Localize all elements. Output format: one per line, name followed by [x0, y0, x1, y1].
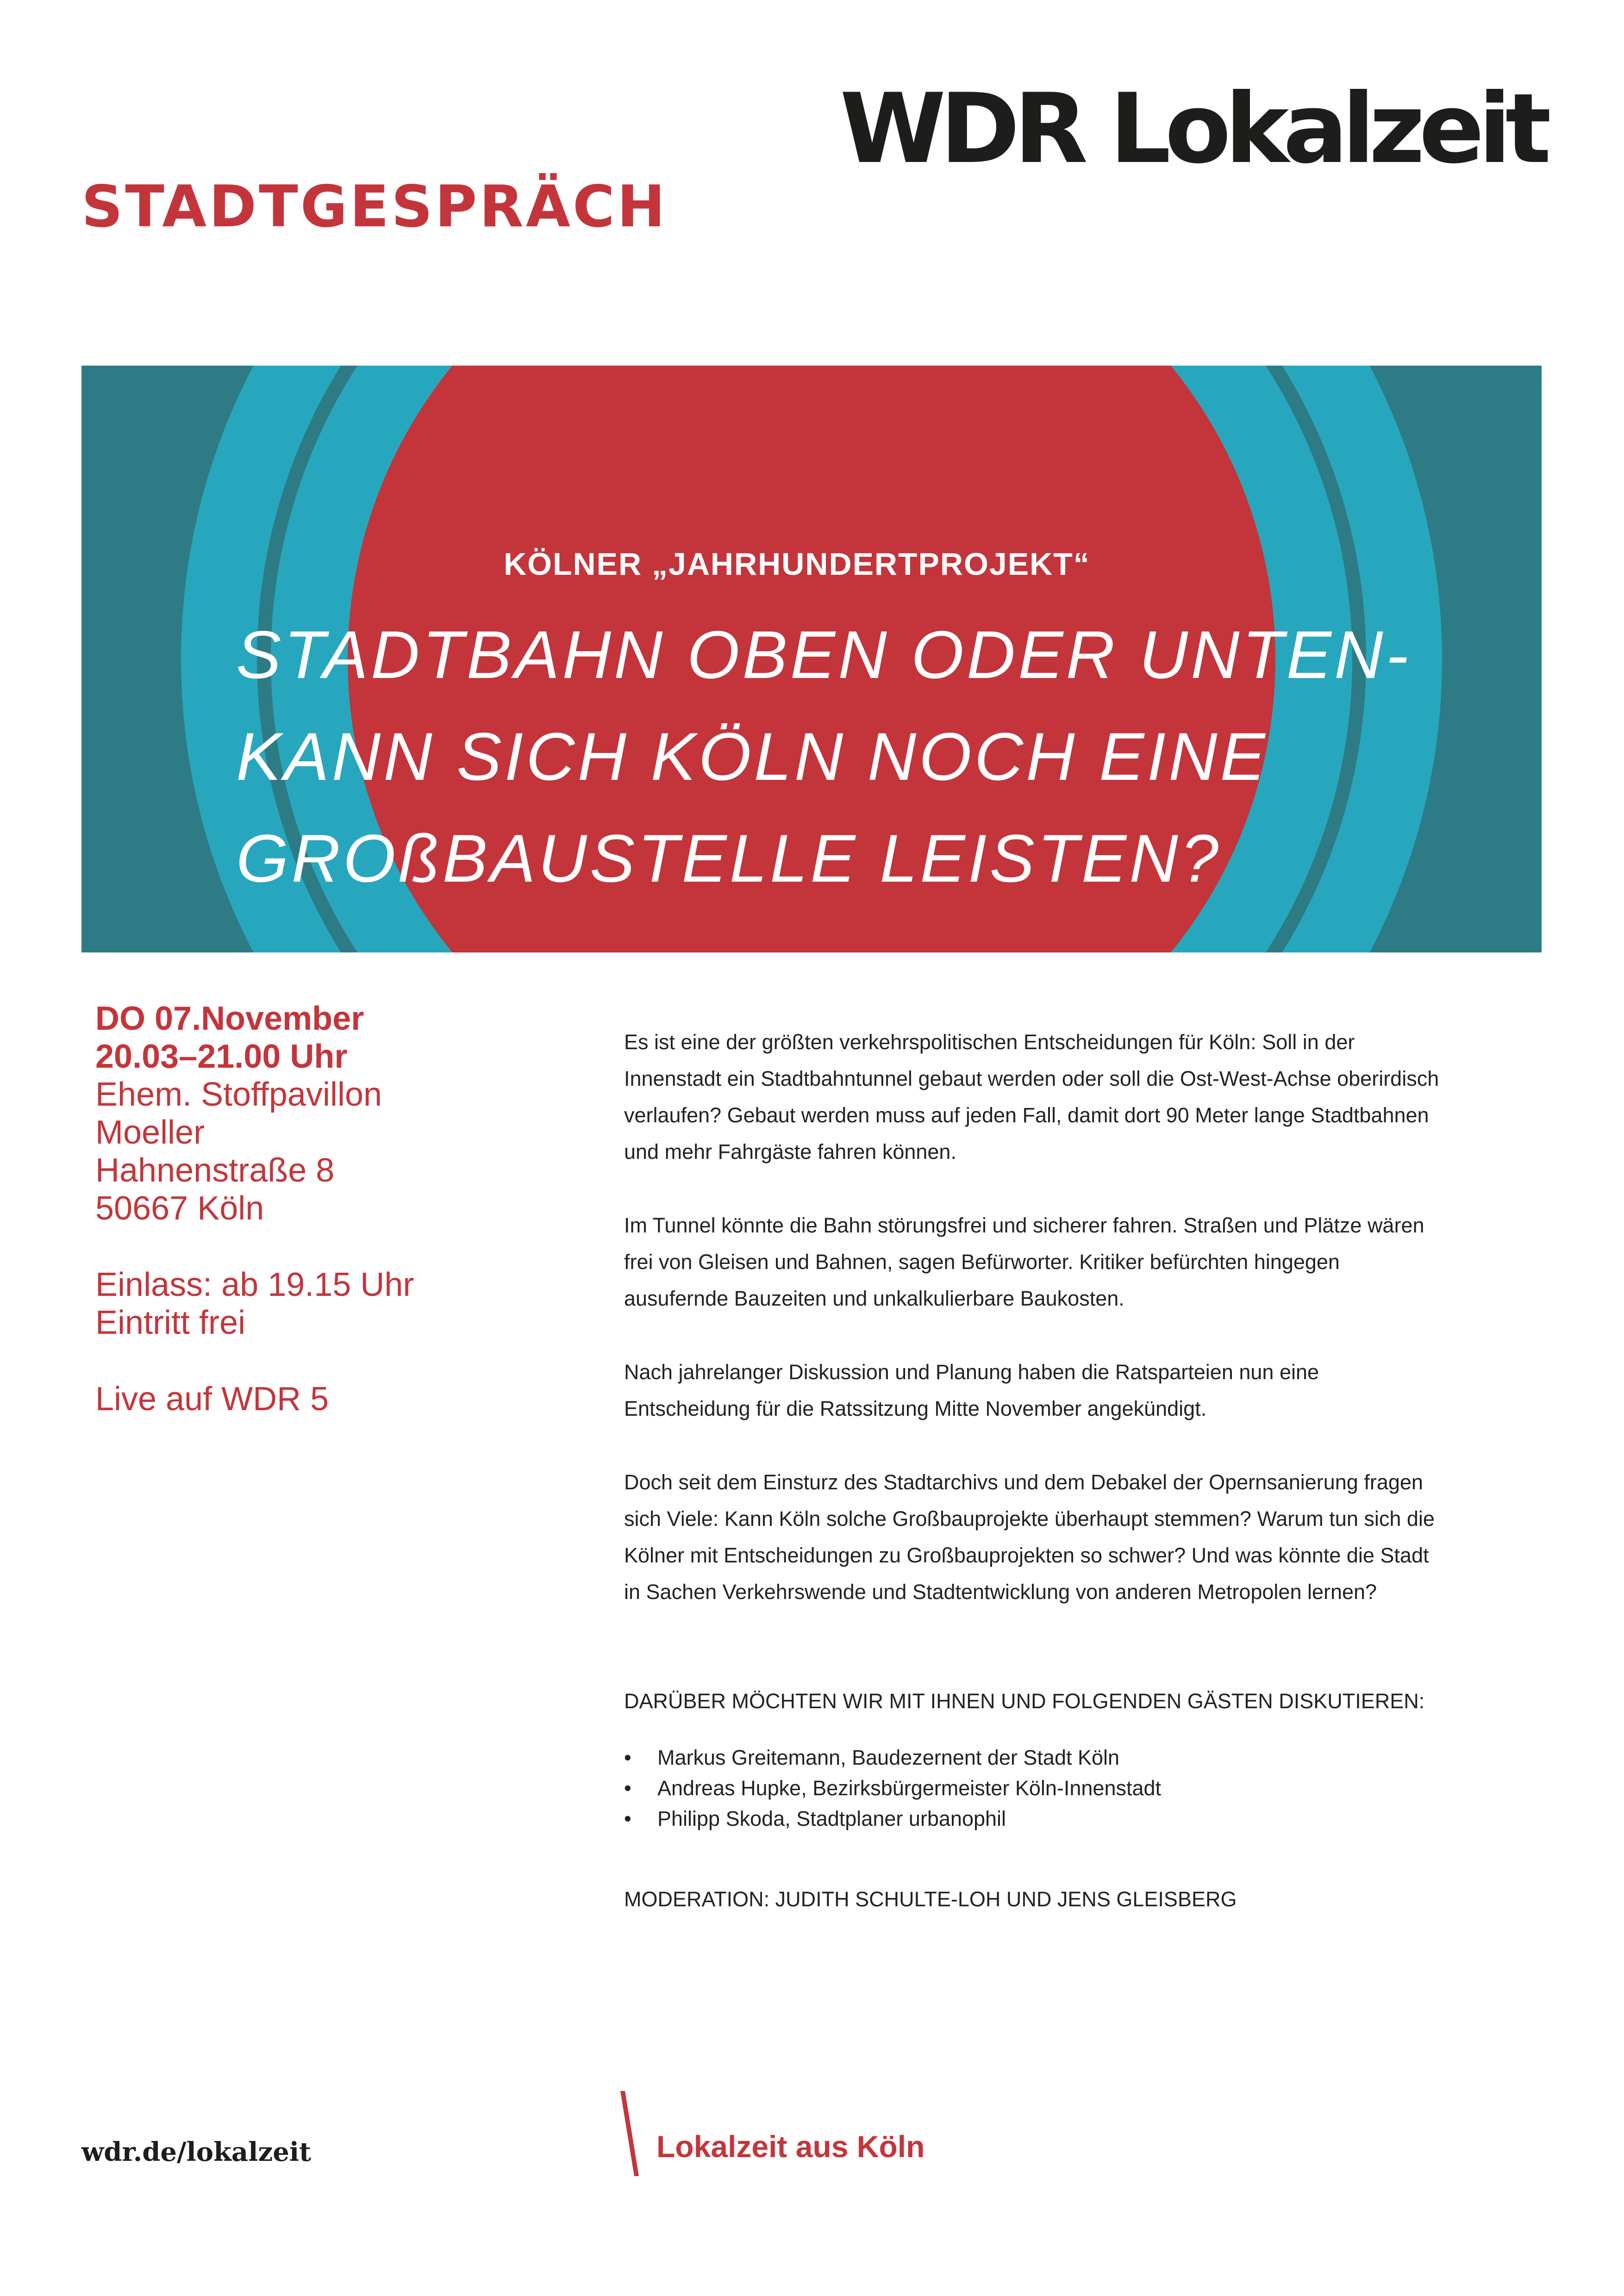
text-line: Es ist eine der größten verkehrspolitischen Entscheidungen für Köln: Soll in der [624, 1030, 1355, 1054]
text-line: Doch seit dem Einsturz des Stadtarchivs und dem Debakel der Opernsanierung fragen [624, 1470, 1423, 1494]
description [624, 1024, 1541, 1647]
event-entry-time: Einlass: ab 19.15 Uhr [95, 1266, 414, 1303]
text-line: Innenstadt ein Stadtbahntunnel gebaut werden oder soll die Ost-West-Achse oberirdisch [624, 1067, 1439, 1090]
event-date: DO 07.November [95, 1000, 364, 1037]
moderation-heading: MODERATION: JUDITH SCHULTE-LOH UND JENS GLEISBERG [624, 1887, 1237, 1911]
event-city: 50667 Köln [95, 1190, 264, 1227]
event-broadcast: Live auf WDR 5 [95, 1381, 329, 1418]
event-time: 20.03–21.00 Uhr [95, 1038, 348, 1075]
event-info [95, 1000, 595, 1418]
slash-mark-icon [618, 2090, 641, 2178]
headline-line: STADTBAHN OBEN ODER UNTEN- [236, 617, 1412, 692]
text-line: Im Tunnel könnte die Bahn störungsfrei und sicherer fahren. Straßen und Plätze wären [624, 1213, 1424, 1237]
text-line: und mehr Fahrgäste fahren können. [624, 1140, 956, 1164]
headline-line: KANN SICH KÖLN NOCH EINE [236, 719, 1268, 794]
event-venue: Ehem. Stoffpavillon [95, 1076, 382, 1113]
paragraph [624, 1024, 1541, 1170]
paragraph [624, 1464, 1541, 1610]
paragraph [624, 1354, 1541, 1427]
paragraph [624, 1207, 1541, 1317]
text-line: ausufernde Bauzeiten und unkalkulierbare Baukosten. [624, 1287, 1124, 1310]
text-line: sich Viele: Kann Köln solche Großbauprojekte überhaupt stemmen? Warum tun sich die [624, 1507, 1435, 1531]
title-banner [81, 366, 1542, 952]
text-line: Nach jahrelanger Diskussion und Planung haben die Ratsparteien nun eine [624, 1360, 1319, 1384]
guest-item: • Philipp Skoda, Stadtplaner urbanophil [624, 1804, 1161, 1834]
guest-item: • Markus Greitemann, Baudezernent der Stadt Köln [624, 1742, 1161, 1773]
text-line: frei von Gleisen und Bahnen, sagen Befürworter. Kritiker befürchten hingegen [624, 1250, 1340, 1274]
banner-headline [236, 617, 1412, 927]
text-line: Kölner mit Entscheidungen zu Großbauprojekten so schwer? Und was könnte die Stadt [624, 1543, 1429, 1567]
wdr-lokalzeit-logo: WDR Lokalzeit [840, 73, 1545, 185]
text-line: verlaufen? Gebaut werden muss auf jeden Fall, damit dort 90 Meter lange Stadtbahnen [624, 1103, 1429, 1127]
series-title: STADTGESPRÄCH [81, 174, 668, 240]
headline-line: GROßBAUSTELLE LEISTEN? [236, 821, 1221, 896]
text-line: in Sachen Verkehrswende und Stadtentwicklung von anderen Metropolen lernen? [624, 1580, 1377, 1604]
slash-mark-shape [620, 2091, 639, 2176]
event-admission: Eintritt frei [95, 1304, 246, 1341]
banner-kicker: KÖLNER „JAHRHUNDERTPROJEKT“ [504, 547, 1090, 582]
event-street: Hahnenstraße 8 [95, 1152, 335, 1189]
discussion-heading: DARÜBER MÖCHTEN WIR MIT IHNEN UND FOLGENDEN GÄSTEN DISKUTIEREN: [624, 1689, 1425, 1713]
guest-item: • Andreas Hupke, Bezirksbürgermeister Köln-Innenstadt [624, 1773, 1161, 1804]
footer-url: wdr.de/lokalzeit [81, 2137, 312, 2167]
event-venue: Moeller [95, 1114, 205, 1151]
guest-list [624, 1742, 1161, 1834]
footer-program-name: Lokalzeit aus Köln [656, 2129, 925, 2164]
text-line: Entscheidung für die Ratssitzung Mitte November angekündigt. [624, 1397, 1207, 1420]
